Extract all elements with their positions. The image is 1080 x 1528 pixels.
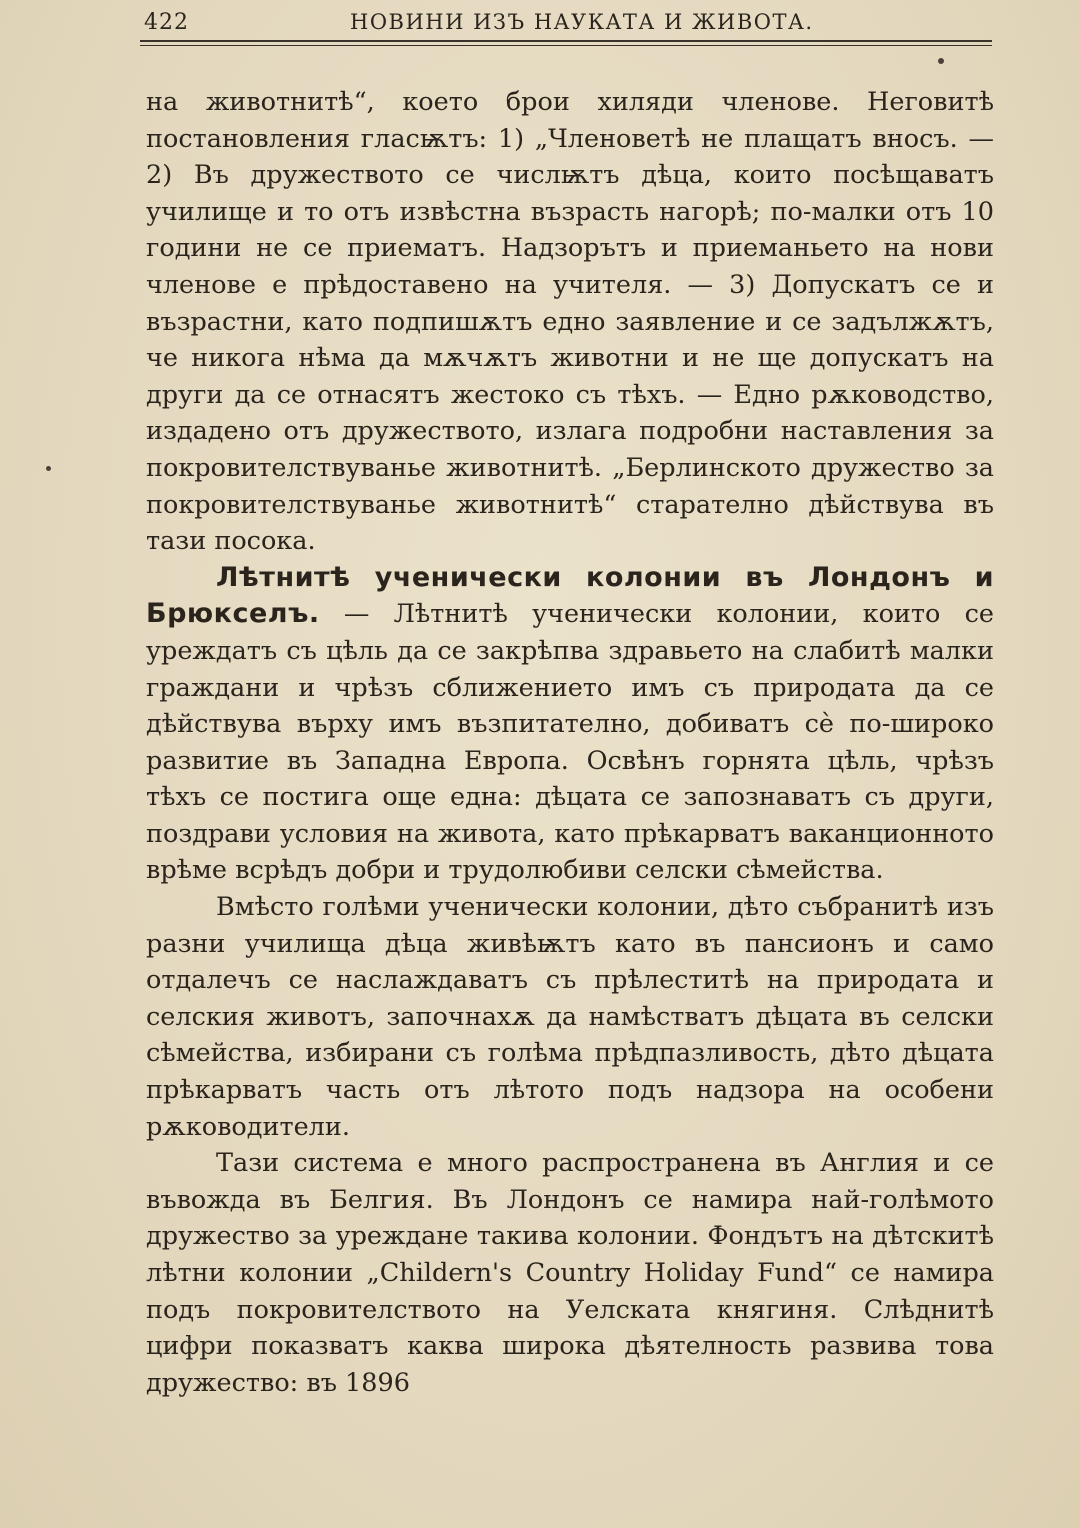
header-rule-thin: [140, 45, 992, 46]
ink-speck: [46, 466, 51, 471]
ink-speck: [938, 58, 944, 64]
header-rule: [140, 40, 992, 42]
running-title: НОВИНИ ИЗЪ НАУКАТА И ЖИВОТА.: [350, 10, 814, 34]
body-text: [146, 84, 994, 1401]
article-heading: Лѣтнитѣ ученически колонии въ Лондонъ и Брюкселъ.: [146, 561, 994, 630]
paragraph: Вмѣсто голѣми ученически колонии, дѣто събранитѣ изъ разни училища дѣца живѣѭтъ като въ пансионъ и само отдалечъ се наслаждаватъ съ прѣлеститѣ на природата и селския животъ, започнахѫ да намѣстватъ дѣцата въ селски сѣмейства, избирани съ голѣма прѣдпазливость, дѣто дѣцата прѣкарватъ часть отъ лѣтото подъ надзора на особени рѫководители.: [146, 892, 994, 1142]
article-lead-text: — Лѣтнитѣ ученически колонии, които се уреждатъ съ цѣль да се закрѣпва здравьето на слабитѣ малки граждани и чрѣзъ сближението имъ съ природата да се дѣйствува върху имъ възпитателно, добиватъ сѐ по-широко развитие въ Западна Европа. Освѣнъ горнята цѣль, чрѣзъ тѣхъ се постига още една: дѣцата се запознаватъ съ други, поздрави условия на живота, като прѣкарватъ ваканционното врѣме всрѣдъ добри и трудолюбиви селски сѣмейства.: [146, 599, 994, 886]
page-number: 422: [144, 10, 189, 35]
article-paragraph: [146, 560, 994, 889]
paragraph-continuation: на животнитѣ“, което брои хиляди членове. Неговитѣ постановления гласѭтъ: 1) „Членоветѣ не плащатъ вносъ. — 2) Въ дружеството се числѭтъ дѣца, които посѣщаватъ училище и то отъ извѣстна възрасть нагорѣ; по-малки отъ 10 години не се приематъ. Надзорътъ и приеманьето на нови членове е прѣдоставено на учителя. — 3) Допускатъ се и възрастни, като подпишѫтъ едно заявление и се задължѫтъ, че никога нѣма да мѫчѫтъ животни и не ще допускатъ на други да се отнасятъ жестоко съ тѣхъ. — Едно рѫководство, издадено отъ дружеството, излага подробни наставления за покровителствуванье животнитѣ. „Берлинското дружество за покровителствуванье животнитѣ“ старателно дѣйствува въ тази посока.: [146, 87, 994, 557]
page-header: [140, 4, 992, 38]
paragraph: Тази система е много распространена въ Англия и се въвожда въ Белгия. Въ Лондонъ се намира най-голѣмото дружество за уреждане такива колонии. Фондътъ на дѣтскитѣ лѣтни колонии „Childern's Country Holiday Fund“ се намира подъ покровителството на Уелската княгиня. Слѣднитѣ цифри показватъ каква широка дѣятелность развива това дружество: въ 1896: [146, 1148, 994, 1398]
